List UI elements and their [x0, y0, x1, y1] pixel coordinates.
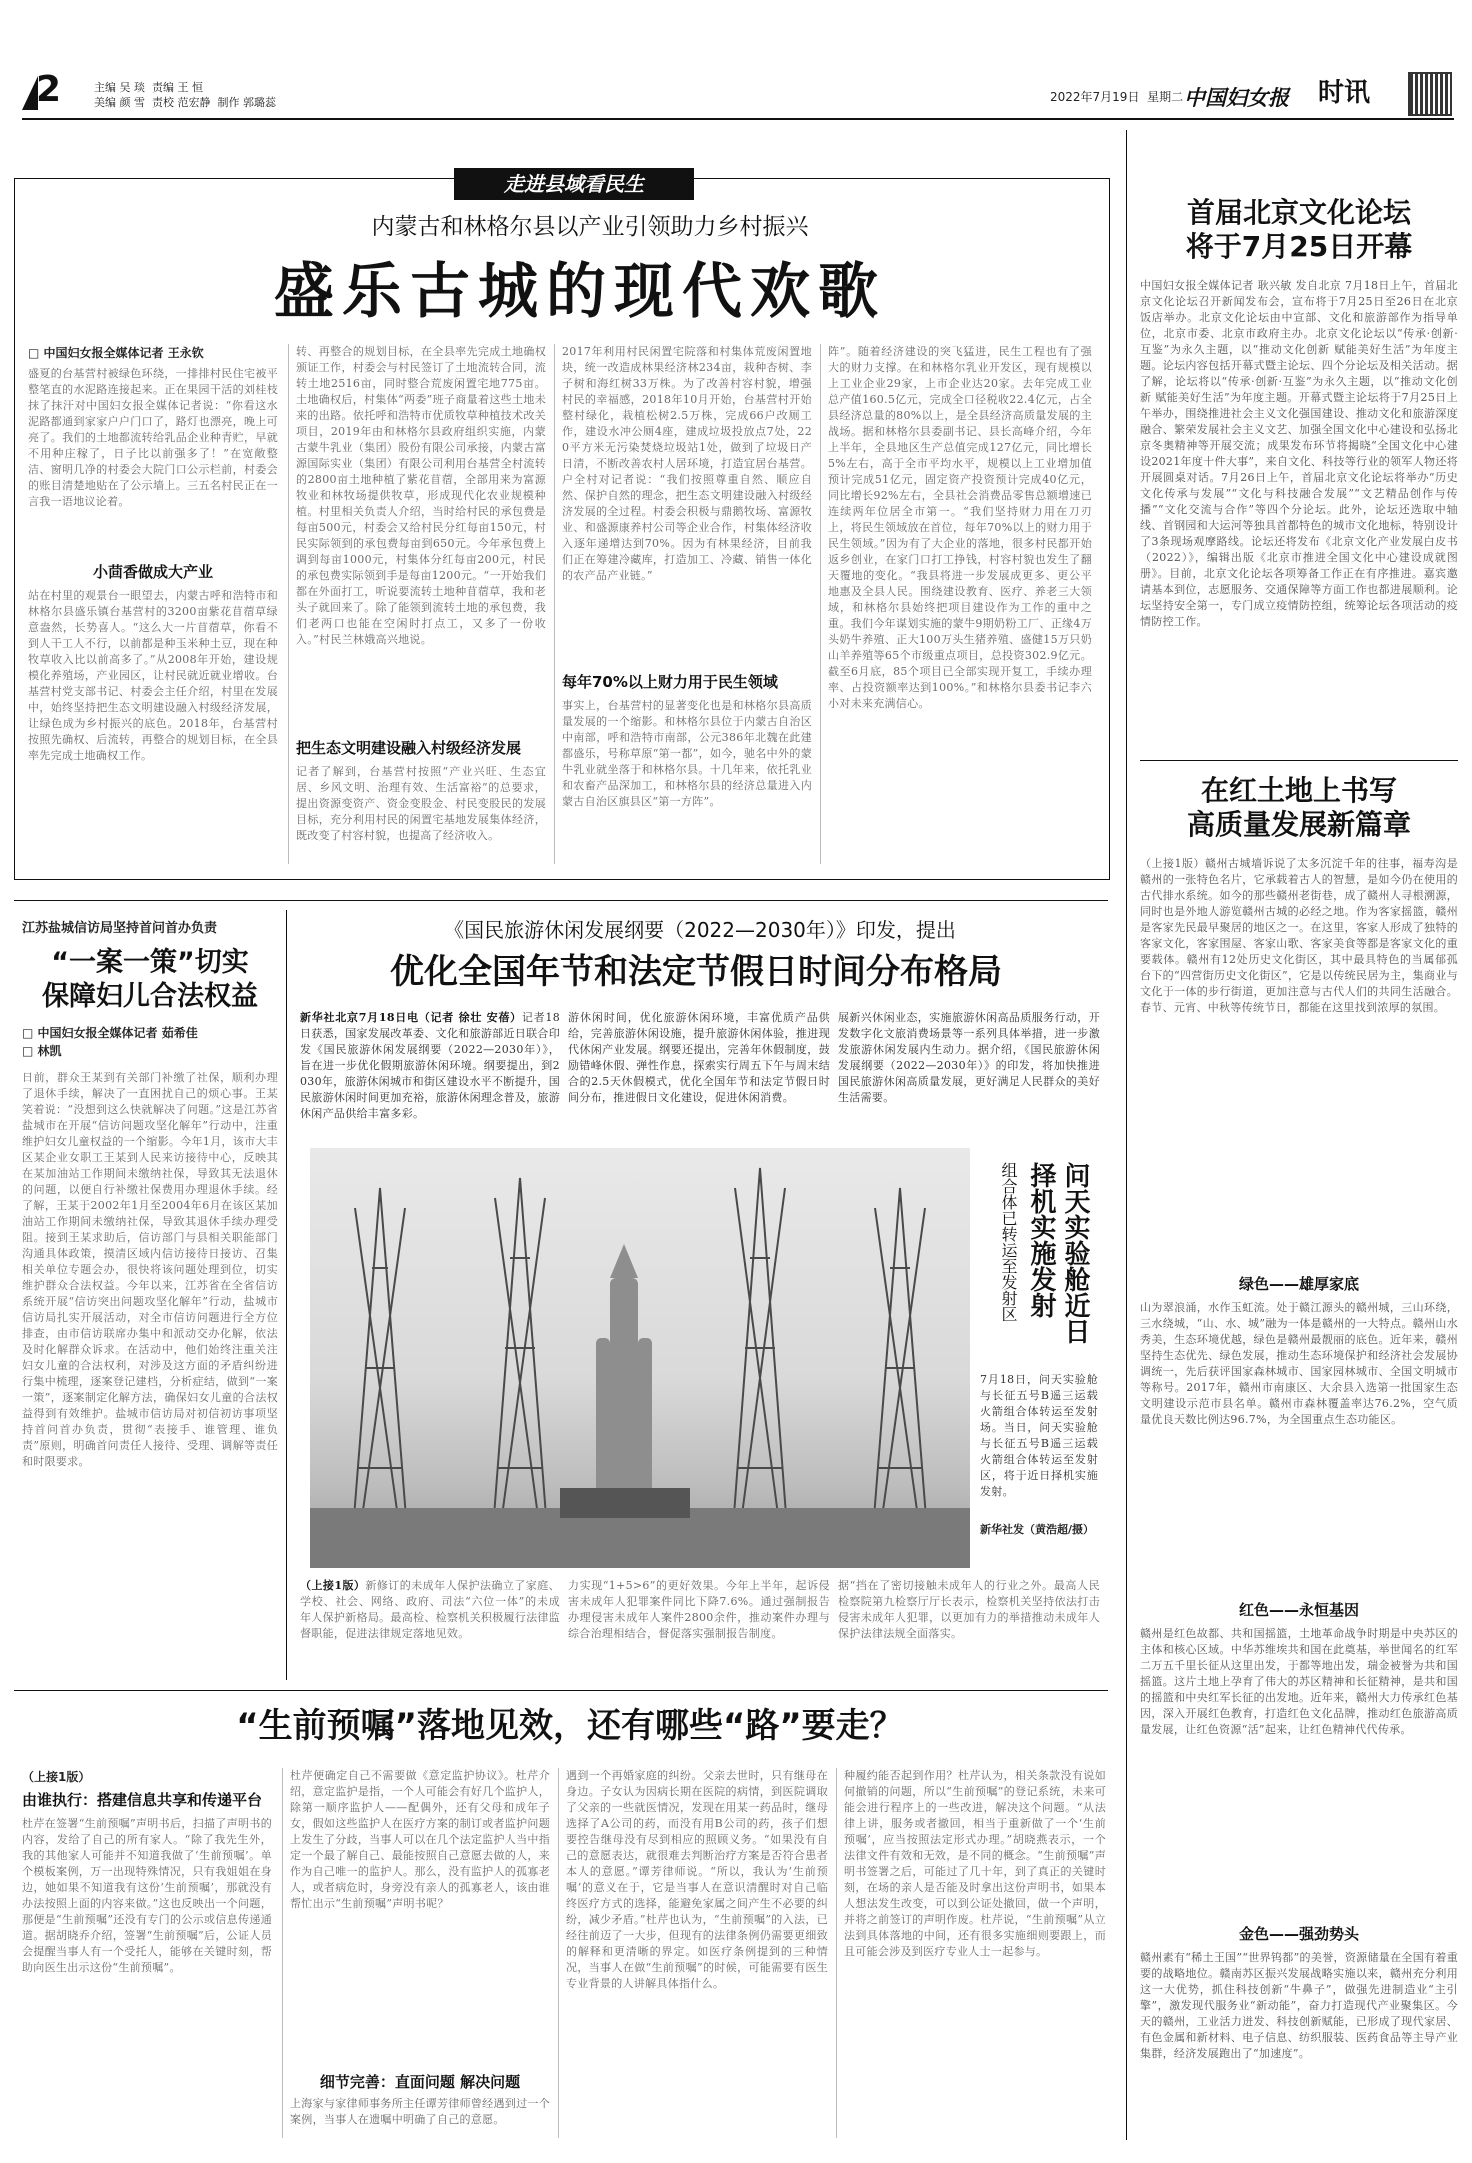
editor-credits: 主编 吴 琰 责编 王 恒 美编 颜 雪 责校 范宏静 制作 郭璐蕊: [94, 81, 276, 109]
masthead-logo: 中国妇女报: [1184, 85, 1289, 110]
article1-sub2: 把生态文明建设融入村级经济发展: [296, 739, 522, 757]
article1-title: 盛乐古城的现代欢歌: [274, 257, 886, 327]
article4-sub2: 细节完善：直面问题 解决问题: [319, 2073, 521, 2091]
page-number: 2: [22, 72, 62, 110]
side1-body: 中国妇女报全媒体记者 耿兴敏 发自北京 7月18日上午，首届北京文化论坛召开新闻发布会，宣布将于7月25日至26日在北京饭店举办。北京文化论坛由中宣部、文化和旅游部作为指导单位，北京市委、北京市政府主办。北京文化论坛以“传承·创新·互鉴”为永久主题，以“推动文化创新 赋能美好生活”为年度主题。论坛内容包括开幕式暨主论坛、四个分论坛及相关活动。据了解，论坛将以“传承·创新·互鉴”为永久主题，以“推动文化创新 赋能美好生活”为年度主题。开幕式暨主论坛将于7月25日上午举办，围绕推进社会主义文化强国建设、推动文化和旅游深度融合、繁荣发展社会主义文艺、加强全国文化中心建设和弘扬北京冬奥精神等开展交流；成果发布环节将揭晓“全国文化中心建设2021年度十件大事”，来自文化、科技等行业的领军人物还将开展圆桌对话。7月26日上午，首届北京文化论坛将举办“历史文化传承与发展”“文化与科技融合发展”“文艺精品创作与传播”“文化交流与合作”等四个分论坛。此外，论坛还选取中轴线、首钢园和大运河等独具首都特色的城市文化地标，特别设计了3条现场观摩路线。论坛还将发布《北京文化产业发展白皮书（2022）》，编辑出版《北京市推进全国文化中心建设成就图册》。目前，北京文化论坛各项筹备工作正在有序推进。嘉宾邀请基本到位，志愿服务、交通保障等方面工作也都进展顺利。论坛坚持安全第一，专门成立疫情防控组，统筹论坛各项活动的疫情防控工作。: [1140, 279, 1458, 628]
section-name: 时讯: [1318, 78, 1371, 108]
article1-byline: □ 中国妇女报全媒体记者 王永钦: [28, 346, 204, 360]
article1-kicker: 内蒙古和林格尔县以产业引领助力乡村振兴: [371, 214, 809, 240]
article2-kicker: 江苏盐城信访局坚持首问首办负责: [22, 921, 218, 936]
article1-sub1: 小茴香做成大产业: [92, 563, 213, 581]
side2-title: 在红土地上书写 高质量发展新篇章: [1186, 774, 1411, 841]
side2-sub2: 红色——永恒基因: [1238, 1601, 1359, 1619]
article2-title: “一案一策”切实 保障妇儿合法权益: [42, 947, 258, 1012]
article4-title: “生前预嘱”落地见效，还有哪些“路”要走？: [236, 1706, 904, 1746]
qr-code-icon: [1410, 74, 1450, 114]
header-rule: [22, 118, 1454, 120]
side2-sub1: 绿色——雄厚家底: [1238, 1275, 1359, 1293]
side2-sub3: 金色——强劲势头: [1238, 1925, 1359, 1943]
side1-title: 首届北京文化论坛 将于7月25日开幕: [1185, 196, 1413, 263]
page-header: [0, 0, 1472, 110]
photo-caption: 7月18日，问天实验舱与长征五号B遥三运载火箭组合体转运至发射场。当日，问天实验舱与长征五号B遥三运载火箭组合体转运至发射区，将于近日择机实施发射。 新华社发（黄浩超/摄）: [980, 1373, 1098, 1536]
article3-kicker: 《国民旅游休闲发展纲要（2022—2030年）》印发，提出: [444, 918, 956, 942]
right-column-rule: [1126, 130, 1127, 2140]
article1-sub3: 每年70%以上财力用于民生领域: [562, 673, 778, 691]
photo-headline: 问天实验舱近日 择机实施发射 组合体已转运至发射区: [999, 1162, 1090, 1344]
article4-sub1: 由谁执行：搭建信息共享和传递平台: [22, 1791, 263, 1809]
banner-ribbon: 走进县域看民生: [454, 168, 694, 200]
article3-title: 优化全国年节和法定节假日时间分布格局: [390, 952, 1002, 992]
issue-date: 2022年7月19日 星期二: [1050, 90, 1184, 104]
rocket-photo: [310, 1148, 970, 1568]
